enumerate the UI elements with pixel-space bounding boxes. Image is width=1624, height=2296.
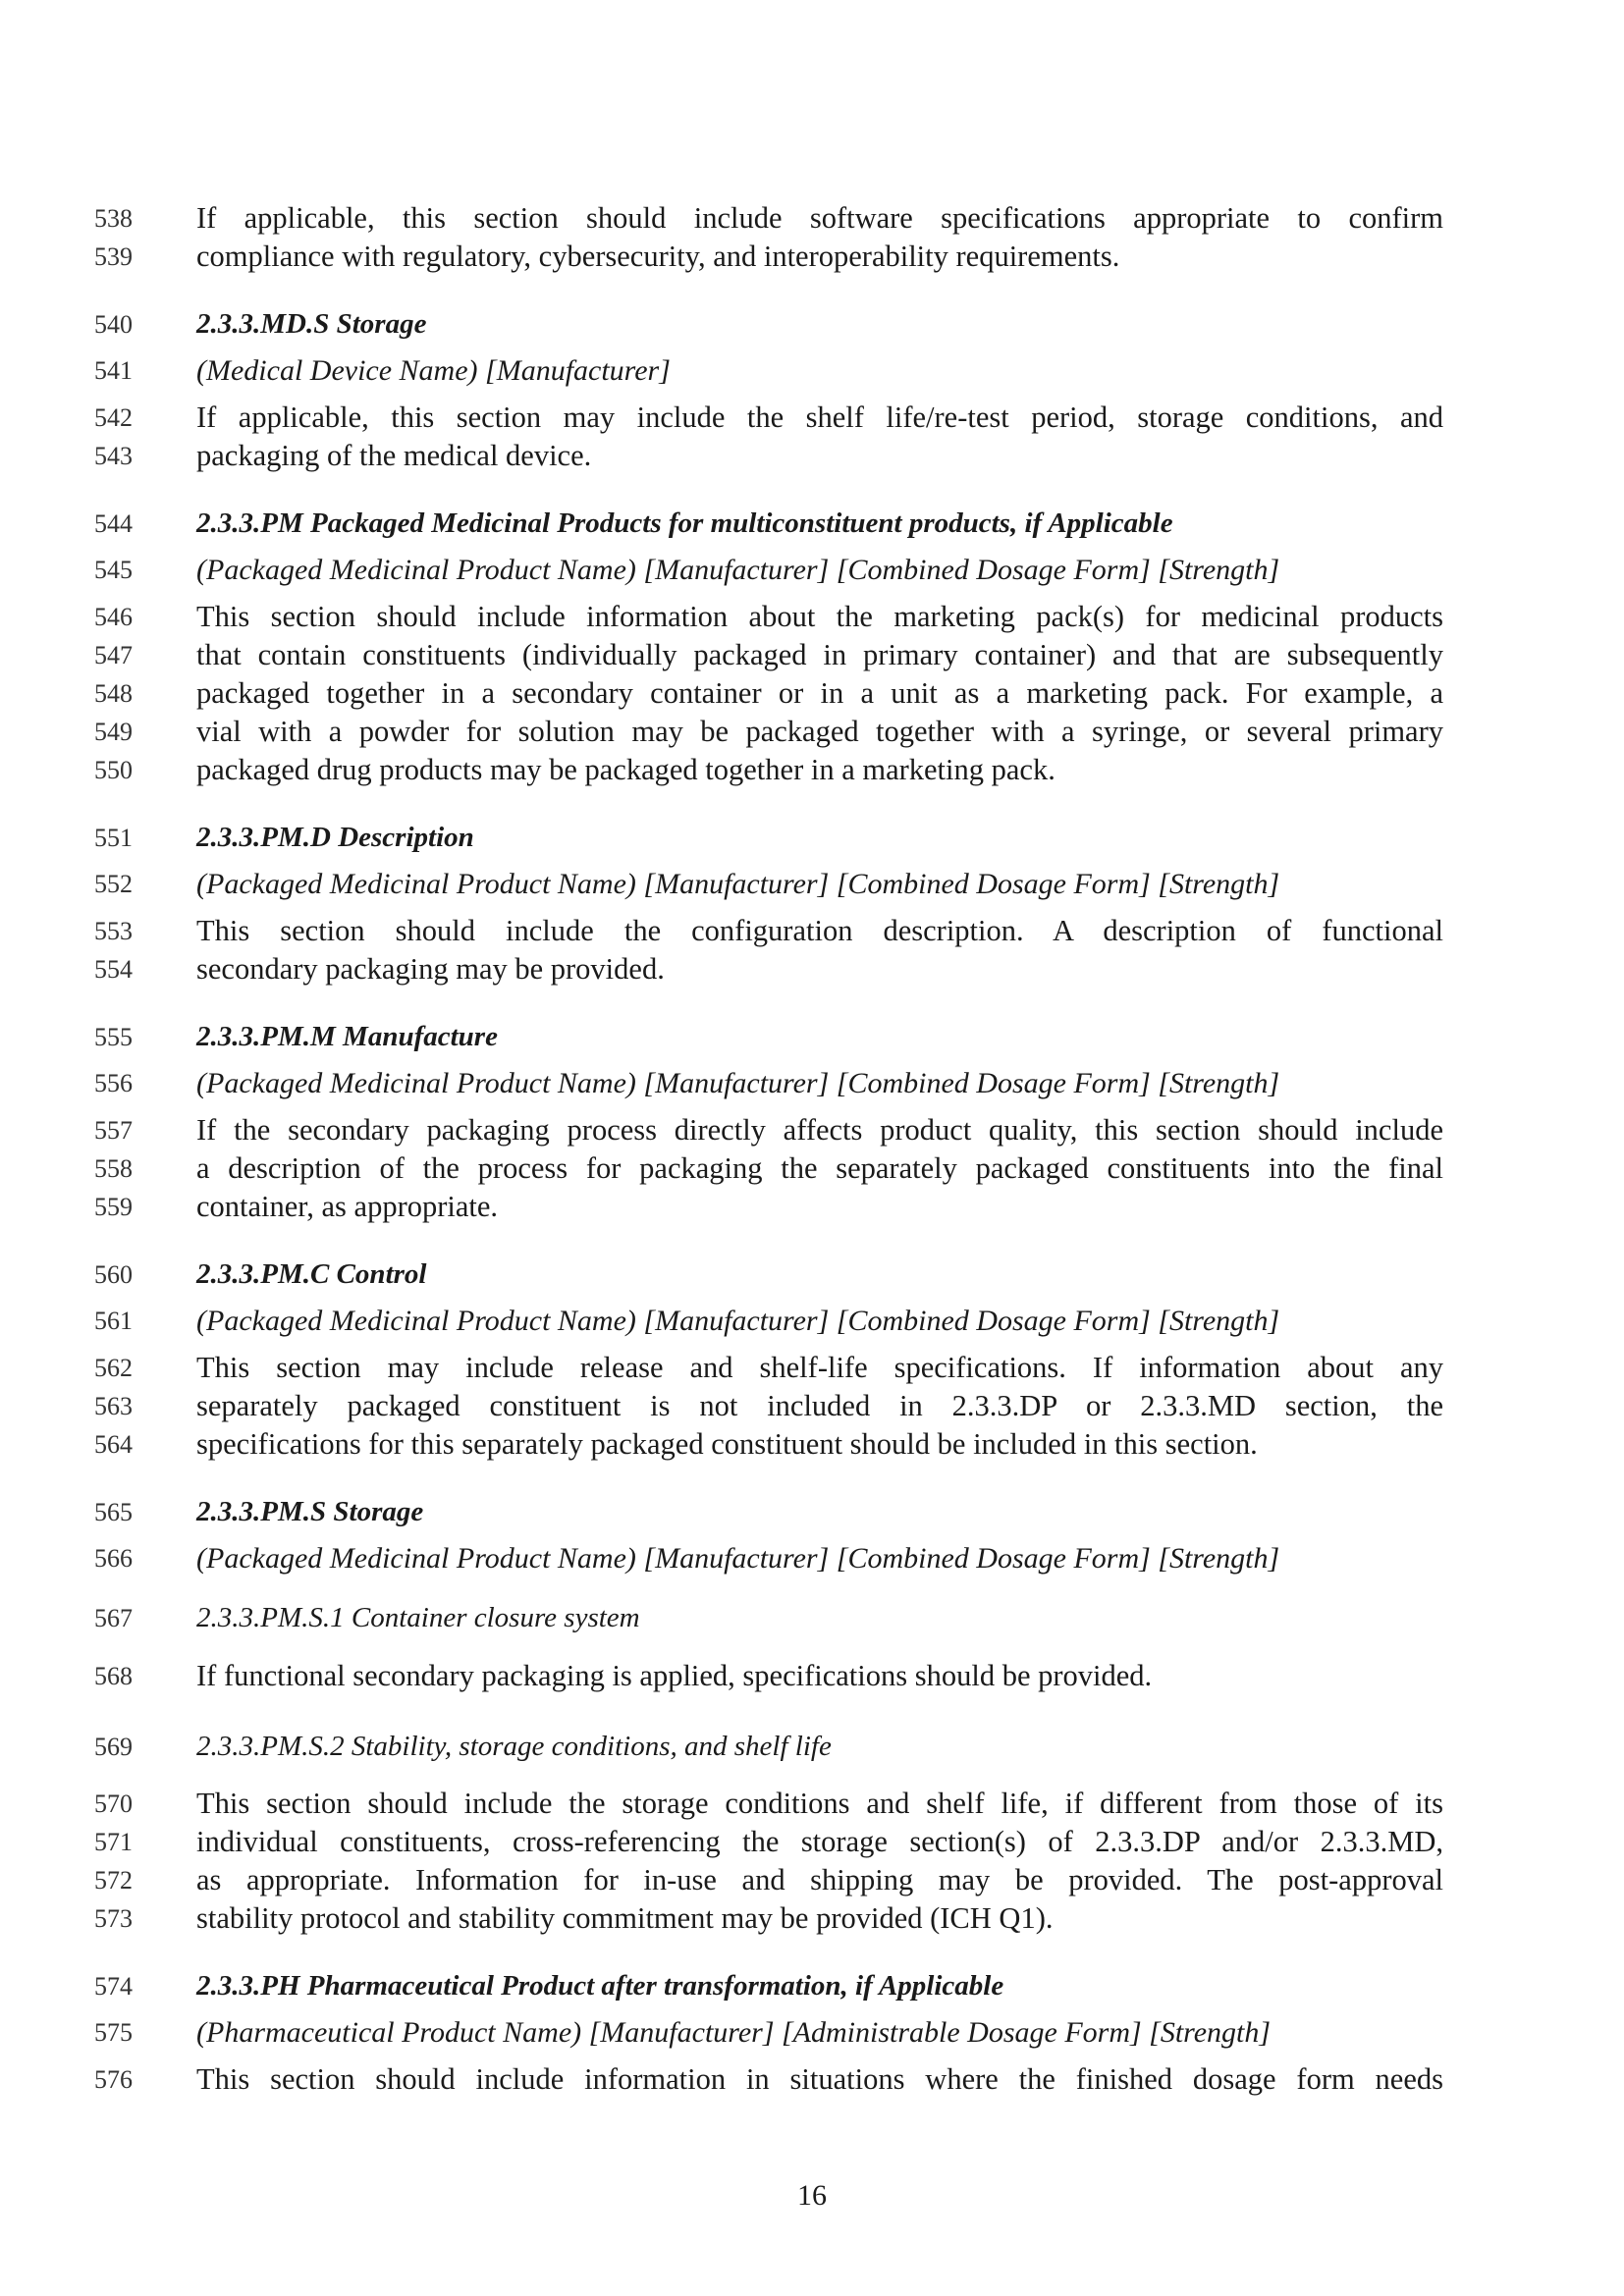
line-text: packaging of the medical device. <box>196 439 592 472</box>
subheading-text: 2.3.3.PM.S.2 Stability, storage conditions, and shelf life <box>196 1731 832 1762</box>
line-text: that contain constituents (individually packaged in primary container) and that are subsequently <box>196 638 1443 671</box>
line-number: 558 <box>94 1154 133 1183</box>
line-number: 549 <box>94 718 133 746</box>
line-number: 556 <box>94 1069 133 1097</box>
line-text: packaged together in a secondary container or in a unit as a marketing pack. For example, a <box>196 676 1443 710</box>
line-number: 561 <box>94 1307 133 1335</box>
line-number: 538 <box>94 204 133 233</box>
subtitle-text: (Packaged Medicinal Product Name) [Manufacturer] [Combined Dosage Form] [Strength] <box>196 1067 1280 1099</box>
paragraph <box>0 2060 1624 2099</box>
line-text: as appropriate. Information for in-use and shipping may be provided. The post-approval <box>196 1863 1443 1896</box>
subsection-heading <box>0 1599 1624 1637</box>
section-subtitle <box>0 1302 1624 1340</box>
subtitle-text: (Packaged Medicinal Product Name) [Manufacturer] [Combined Dosage Form] [Strength] <box>196 1305 1280 1337</box>
line-text: specifications for this separately packaged constituent should be included in this section. <box>196 1427 1258 1461</box>
section-subtitle <box>0 351 1624 390</box>
line-number: 560 <box>94 1260 133 1289</box>
section-heading <box>0 819 1624 857</box>
section-subtitle <box>0 2013 1624 2052</box>
line-text: a description of the process for packaging the separately packaged constituents into the final <box>196 1151 1443 1185</box>
line-text: vial with a powder for solution may be packaged together with a syringe, or several primary <box>196 715 1443 748</box>
line-number: 539 <box>94 242 133 271</box>
line-number: 546 <box>94 603 133 631</box>
line-text: separately packaged constituent is not included in 2.3.3.DP or 2.3.3.MD section, the <box>196 1389 1443 1422</box>
line-number: 542 <box>94 403 133 432</box>
section-heading <box>0 1018 1624 1056</box>
subtitle-text: (Packaged Medicinal Product Name) [Manufacturer] [Combined Dosage Form] [Strength] <box>196 1542 1280 1575</box>
line-number: 559 <box>94 1193 133 1221</box>
paragraph <box>0 1657 1624 1695</box>
paragraph <box>0 1111 1624 1226</box>
section-subtitle <box>0 1539 1624 1577</box>
line-number: 567 <box>94 1604 133 1632</box>
line-number: 563 <box>94 1392 133 1420</box>
page-number: 16 <box>797 2179 827 2212</box>
heading-text: 2.3.3.PM.S Storage <box>196 1496 424 1527</box>
line-number: 544 <box>94 509 133 538</box>
line-number: 551 <box>94 824 133 852</box>
line-number: 547 <box>94 641 133 669</box>
line-number: 566 <box>94 1544 133 1573</box>
line-text: stability protocol and stability commitment may be provided (ICH Q1). <box>196 1901 1054 1935</box>
subsection-heading <box>0 1728 1624 1766</box>
section-heading <box>0 1967 1624 2005</box>
line-number: 574 <box>94 1972 133 2001</box>
heading-text: 2.3.3.PH Pharmaceutical Product after transformation, if Applicable <box>196 1970 1004 2002</box>
section-subtitle <box>0 551 1624 589</box>
line-text: container, as appropriate. <box>196 1190 499 1223</box>
line-number: 543 <box>94 442 133 470</box>
section-heading <box>0 1255 1624 1294</box>
subheading-text: 2.3.3.PM.S.1 Container closure system <box>196 1602 640 1633</box>
line-text: This section should include the configuration description. A description of functional <box>196 914 1443 947</box>
section-subtitle <box>0 1064 1624 1102</box>
line-number: 572 <box>94 1866 133 1895</box>
line-number: 570 <box>94 1789 133 1818</box>
line-text: This section should include the storage conditions and shelf life, if different from those of its <box>196 1787 1443 1820</box>
line-text: If applicable, this section may include the shelf life/re-test period, storage conditions, and <box>196 400 1443 434</box>
line-text: This section should include information in situations where the finished dosage form needs <box>196 2062 1443 2096</box>
line <box>0 199 1624 238</box>
line-number: 576 <box>94 2065 133 2094</box>
line-text: If functional secondary packaging is applied, specifications should be provided. <box>196 1659 1153 1692</box>
line-text: If applicable, this section should include software specifications appropriate to confirm <box>196 201 1443 235</box>
heading-text: 2.3.3.MD.S Storage <box>196 308 427 340</box>
line-text: This section may include release and shelf-life specifications. If information about any <box>196 1351 1443 1384</box>
line-number: 545 <box>94 556 133 584</box>
heading-text: 2.3.3.PM.M Manufacture <box>196 1021 498 1052</box>
heading-text: 2.3.3.PM Packaged Medicinal Products for multiconstituent products, if Applicable <box>196 507 1173 539</box>
paragraph <box>0 399 1624 475</box>
line-number: 575 <box>94 2018 133 2047</box>
paragraph <box>0 598 1624 789</box>
subtitle-text: (Pharmaceutical Product Name) [Manufacturer] [Administrable Dosage Form] [Strength] <box>196 2016 1272 2049</box>
subtitle-text: (Packaged Medicinal Product Name) [Manufacturer] [Combined Dosage Form] [Strength] <box>196 554 1280 586</box>
line <box>0 238 1624 276</box>
line-number: 554 <box>94 955 133 984</box>
paragraph <box>0 1349 1624 1464</box>
line-number: 568 <box>94 1662 133 1690</box>
line-number: 557 <box>94 1116 133 1145</box>
line-number: 562 <box>94 1354 133 1382</box>
section-heading <box>0 305 1624 344</box>
line-text: secondary packaging may be provided. <box>196 952 665 986</box>
line-text: compliance with regulatory, cybersecurity, and interoperability requirements. <box>196 240 1120 273</box>
line-number: 569 <box>94 1733 133 1761</box>
line-number: 550 <box>94 756 133 784</box>
line-number: 548 <box>94 679 133 708</box>
line-number: 552 <box>94 870 133 898</box>
subtitle-text: (Medical Device Name) [Manufacturer] <box>196 354 671 387</box>
section-heading <box>0 505 1624 543</box>
line-number: 555 <box>94 1023 133 1051</box>
line-number: 553 <box>94 917 133 945</box>
line-text: packaged drug products may be packaged together in a marketing pack. <box>196 753 1056 786</box>
heading-text: 2.3.3.PM.C Control <box>196 1258 427 1290</box>
paragraph <box>0 1785 1624 1938</box>
line-number: 540 <box>94 310 133 339</box>
section-heading <box>0 1493 1624 1531</box>
section-subtitle <box>0 865 1624 903</box>
line-number: 541 <box>94 356 133 385</box>
paragraph <box>0 912 1624 988</box>
line-text: If the secondary packaging process directly affects product quality, this section should include <box>196 1113 1443 1147</box>
subtitle-text: (Packaged Medicinal Product Name) [Manufacturer] [Combined Dosage Form] [Strength] <box>196 868 1280 900</box>
line-number: 564 <box>94 1430 133 1459</box>
heading-text: 2.3.3.PM.D Description <box>196 822 474 853</box>
line-text: individual constituents, cross-referencing the storage section(s) of 2.3.3.DP and/or 2.3.3.MD, <box>196 1825 1443 1858</box>
line-text: This section should include information about the marketing pack(s) for medicinal products <box>196 600 1443 633</box>
line-number: 565 <box>94 1498 133 1526</box>
paragraph <box>0 199 1624 276</box>
line-number: 573 <box>94 1904 133 1933</box>
line-number: 571 <box>94 1828 133 1856</box>
